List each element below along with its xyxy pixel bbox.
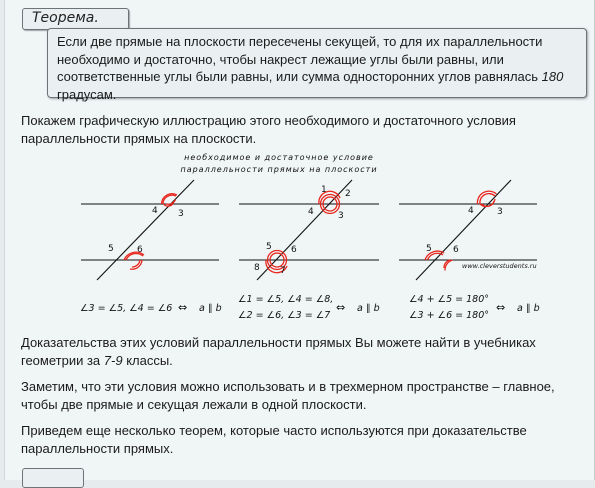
angle-label-2: 2 xyxy=(345,189,351,199)
panel-3-arrow: ⇔ xyxy=(496,301,506,314)
angle-label-7: 7 xyxy=(280,266,286,276)
transversal xyxy=(97,180,194,280)
angle-label-4: 4 xyxy=(152,206,158,216)
theorem-label: Теорема. xyxy=(32,10,99,26)
panel-2-formula-line1: ∠1 = ∠5, ∠4 = ∠8, xyxy=(238,294,334,305)
parallel-lines-figure xyxy=(64,152,544,328)
article-page xyxy=(4,0,595,480)
angle-labels xyxy=(254,185,351,276)
theorem-number: 180 xyxy=(541,69,564,84)
figure-title-line2: параллельности прямых на плоскости xyxy=(180,165,378,174)
angle-label-8: 8 xyxy=(254,263,260,273)
theorem-label-tab xyxy=(22,8,129,30)
panel-3-formula-line2: ∠3 + ∠6 = 180° xyxy=(409,310,490,321)
angle-label-1: 1 xyxy=(321,185,327,195)
panel-2-parallel: a ∥ b xyxy=(357,303,380,314)
panel-2-formula-line2: ∠2 = ∠6, ∠3 = ∠7 xyxy=(238,310,331,321)
intro-paragraph: Покажем графическую иллюстрацию этого необходимого и достаточного условия параллельности прямых на плоскости. xyxy=(21,113,516,146)
angle-label-6: 6 xyxy=(291,245,297,255)
angle-label-5: 5 xyxy=(426,244,432,254)
angle-label-6: 6 xyxy=(137,245,143,255)
next-theorem-tab xyxy=(22,468,84,488)
angle-label-5: 5 xyxy=(108,244,114,254)
proof-grades: 7-9 xyxy=(103,353,123,368)
panel-3-parallel: a ∥ b xyxy=(517,303,540,314)
panel-1-formula: ∠3 = ∠5, ∠4 = ∠6 xyxy=(80,303,173,314)
watermark: www.cleverstudents.ru xyxy=(462,262,537,270)
panel-3-formula-line1: ∠4 + ∠5 = 180° xyxy=(409,294,490,305)
proof-paragraph xyxy=(21,334,581,370)
angle-label-3: 3 xyxy=(338,211,344,221)
panel-2-arrow: ⇔ xyxy=(336,301,346,314)
angle-labels xyxy=(108,206,184,255)
angle-label-5: 5 xyxy=(266,242,272,252)
panel-1-diagram xyxy=(80,180,222,314)
panel-1-arrow: ⇔ xyxy=(178,301,188,314)
note-paragraph: Заметим, что эти условия можно использовать и в трехмерном пространстве – главное, чтобы две прямые и секущая лежали в одной плоскости. xyxy=(21,379,555,412)
angle-label-4: 4 xyxy=(308,207,314,217)
more-theorems-paragraph: Приведем еще несколько теорем, которые часто используются при доказательстве параллельности прямых. xyxy=(21,423,527,456)
proof-text: Доказательства этих условий параллельности прямых Вы можете найти в учебниках геометрии за xyxy=(21,335,536,368)
panel-2-diagram xyxy=(238,180,380,321)
theorem-text-end: градусам. xyxy=(57,86,117,102)
angle-label-3: 3 xyxy=(178,209,184,219)
panel-1-parallel: a ∥ b xyxy=(199,303,222,314)
theorem-text-main: Если две прямые на плоскости пересечены секущей, то для их параллельности необходимо и достаточно, чтобы накрест лежащие углы были равны, или соответственные углы были равны, или сумма односторонних углов равнялась xyxy=(57,34,543,84)
theorem-text xyxy=(57,33,578,103)
theorem-box xyxy=(47,28,587,102)
angle-label-3: 3 xyxy=(497,207,503,217)
panel-3-diagram xyxy=(399,180,540,321)
proof-text-end: классы. xyxy=(122,353,173,368)
angle-labels xyxy=(426,206,503,255)
angle-label-6: 6 xyxy=(453,245,459,255)
figure-title-line1: необходимое и достаточное условие xyxy=(184,153,374,162)
angle-label-4: 4 xyxy=(468,206,474,216)
